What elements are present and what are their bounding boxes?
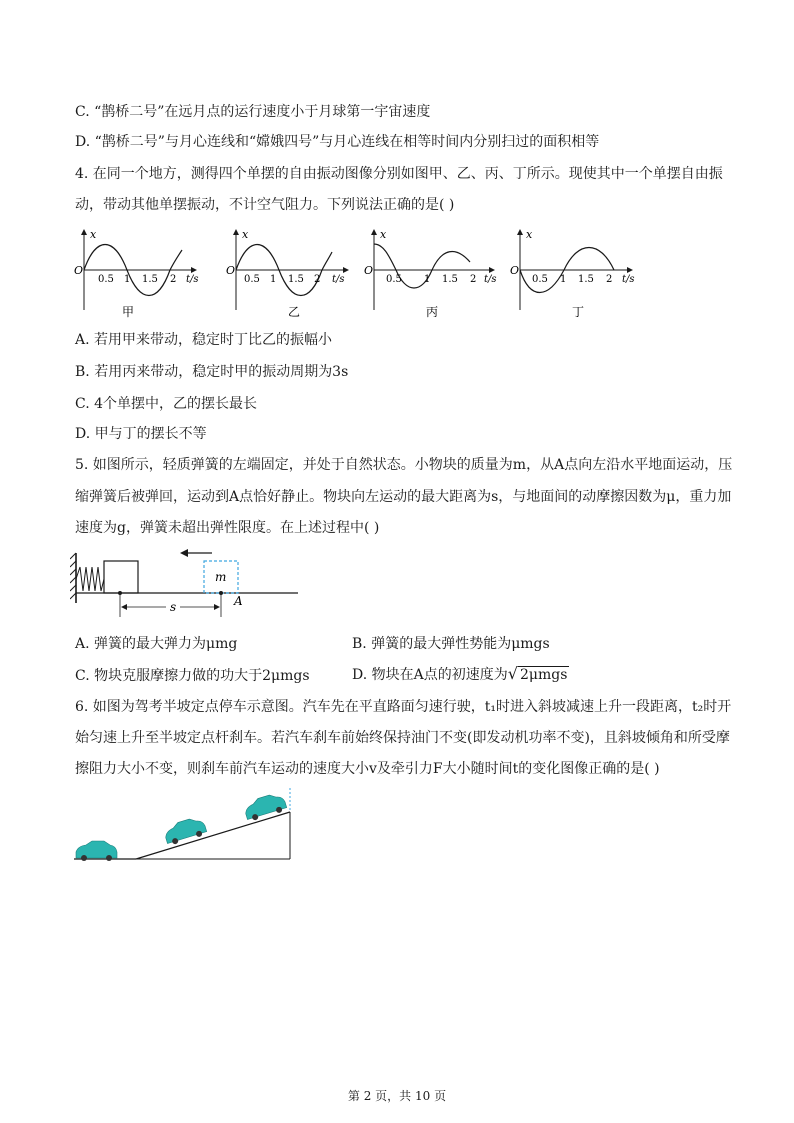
graph-jia-tick: 0.5	[98, 274, 114, 285]
q5-option-a: A. 弹簧的最大弹力为μmg	[75, 636, 238, 652]
q5-option-c: C. 物块克服摩擦力做的功大于2μmgs	[75, 668, 310, 684]
graph-yi-tick: 1.5	[288, 274, 304, 285]
graph-bing	[364, 228, 497, 319]
q6-stem-line3: 擦阻力大小不变，则刹车前汽车运动的速度大小v及牵引力F大小随时间t的变化图像正确的是( )	[75, 761, 660, 777]
q5-option-b: B. 弹簧的最大弹性势能为μmgs	[352, 636, 550, 652]
graph-bing-tick: 1.5	[442, 274, 458, 285]
graph-bing-x-label: t/s	[484, 274, 497, 285]
q5-option-d-prefix: D. 物块在A点的初速度为	[352, 667, 508, 683]
car-top-slope	[243, 791, 288, 822]
q5-stem-line1: 5. 如图所示，轻质弹簧的左端固定，并处于自然状态。小物块的质量为m，从A点向左沿水平地面运动，压	[75, 457, 733, 473]
graph-yi-x-label: t/s	[332, 274, 345, 285]
q3-option-d: D. “鹊桥二号”与月心连线和“嫦娥四号”与月心连线在相等时间内分别扫过的面积相等	[75, 134, 600, 150]
graph-jia-origin: O	[74, 264, 84, 277]
graph-jia-tick: 1.5	[142, 274, 158, 285]
slope	[136, 812, 290, 859]
q4-stem-line2: 动，带动其他单摆振动，不计空气阻力。下列说法正确的是( )	[75, 197, 455, 213]
q5-option-d-radicand: 2μmgs	[519, 667, 568, 683]
graph-yi-caption: 乙	[288, 305, 301, 319]
mass-label: m	[215, 570, 227, 584]
q4-option-d: D. 甲与丁的摆长不等	[75, 426, 207, 442]
q3-option-c: C. “鹊桥二号”在远月点的运行速度小于月球第一宇宙速度	[75, 104, 431, 120]
car-flat	[76, 841, 117, 861]
spring	[76, 567, 104, 591]
sqrt-sign: √	[507, 664, 518, 683]
graph-jia-tick: 1	[124, 274, 131, 285]
q4-stem-line1: 4. 在同一个地方，测得四个单摆的自由振动图像分别如图甲、乙、丙、丁所示。现使其中一个单摆自由振	[75, 166, 723, 182]
graph-bing-caption: 丙	[426, 305, 439, 319]
graph-ding-origin: O	[510, 264, 520, 277]
graph-ding-tick: 1	[560, 274, 567, 285]
graph-yi-y-label: x	[242, 228, 249, 241]
graph-jia-caption: 甲	[122, 305, 135, 319]
q4-option-b: B. 若用丙来带动，稳定时甲的振动周期为3s	[75, 364, 349, 380]
graph-bing-y-label: x	[380, 228, 387, 241]
graph-ding-y-label: x	[526, 228, 533, 241]
graph-yi-tick: 1	[270, 274, 277, 285]
graph-ding-tick: 2	[606, 274, 613, 285]
graph-jia-y-label: x	[90, 228, 97, 241]
page-footer: 第 2 页，共 10 页	[347, 1089, 447, 1103]
q4-option-c: C. 4个单摆中，乙的摆长最长	[75, 396, 258, 412]
point-a-label: A	[234, 594, 243, 608]
q6-stem-line1: 6. 如图为驾考半坡定点停车示意图。汽车先在平直路面匀速行驶，t₁时进入斜坡减速上升一段距离，t₂时开	[75, 699, 732, 715]
graph-ding	[510, 228, 635, 319]
distance-label: s	[170, 600, 177, 614]
graph-bing-tick: 0.5	[386, 274, 402, 285]
graph-yi-tick: 2	[314, 274, 321, 285]
graph-yi	[226, 228, 348, 319]
block-compressed	[104, 561, 138, 593]
q6-stem-line2: 始匀速上升至半坡定点杆刹车。若汽车刹车前始终保持油门不变(即发动机功率不变)，且斜坡倾角和所受摩	[75, 730, 730, 746]
graph-ding-tick: 1.5	[578, 274, 594, 285]
graph-yi-tick: 0.5	[244, 274, 260, 285]
car-mid-slope	[163, 815, 208, 846]
graph-yi-origin: O	[226, 264, 236, 277]
graph-jia	[74, 228, 199, 319]
graph-bing-tick: 1	[424, 274, 431, 285]
q4-option-a: A. 若用甲来带动，稳定时丁比乙的振幅小	[75, 332, 333, 348]
graph-bing-origin: O	[364, 264, 374, 277]
q5-stem-line3: 速度为g，弹簧未超出弹性限度。在上述过程中( )	[75, 520, 380, 536]
q6-slope-diagram	[70, 786, 300, 864]
graph-jia-tick: 2	[170, 274, 177, 285]
graph-bing-tick: 2	[470, 274, 477, 285]
q4-oscillation-graphs	[60, 222, 640, 324]
graph-jia-x-label: t/s	[186, 274, 199, 285]
graph-ding-tick: 0.5	[532, 274, 548, 285]
q5-spring-block-diagram	[70, 547, 310, 625]
q5-option-d	[352, 664, 569, 685]
graph-ding-caption: 丁	[572, 305, 585, 319]
graph-ding-x-label: t/s	[622, 274, 635, 285]
q5-stem-line2: 缩弹簧后被弹回，运动到A点恰好静止。物块向左运动的最大距离为s，与地面间的动摩擦因数为μ，重力加	[75, 489, 732, 505]
